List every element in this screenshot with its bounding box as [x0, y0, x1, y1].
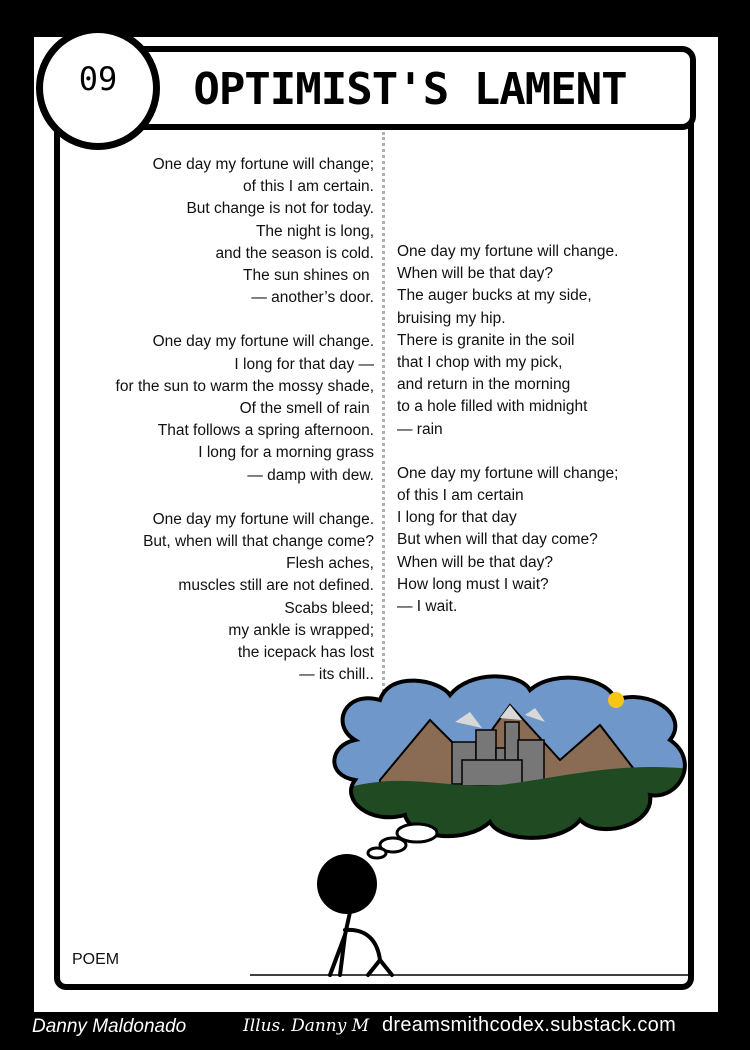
poem-line: — I wait.: [397, 598, 458, 616]
thought-bubbles: [368, 824, 437, 858]
poem-line: But change is not for today.: [186, 200, 374, 218]
poem-line: my ankle is wrapped;: [228, 621, 374, 639]
poem-line: The auger bucks at my side,: [397, 287, 592, 305]
poem-line: — its chill..: [299, 666, 374, 684]
poem-line: The sun shines on: [243, 267, 374, 285]
poem-line: But when will that day come?: [397, 531, 598, 549]
page-title: OPTIMIST'S LAMENT: [193, 64, 627, 115]
poem-line: Of the smell of rain: [239, 400, 374, 418]
poem-line: of this I am certain.: [243, 178, 374, 196]
sun-icon: [608, 692, 624, 708]
poem-line: When will be that day?: [397, 553, 553, 571]
poem-line: There is granite in the soil: [397, 331, 575, 349]
poem-line: and return in the morning: [397, 376, 571, 394]
poem-line: for the sun to warm the mossy shade,: [115, 377, 374, 395]
poem-line: — damp with dew.: [247, 466, 374, 484]
poem-line: One day my fortune will change;: [152, 156, 374, 173]
illustrator-signature: Illus. Danny M: [243, 1016, 370, 1036]
poem-line: the icepack has lost: [237, 644, 374, 662]
poem-line: Scabs bleed;: [284, 599, 374, 617]
poem-line: to a hole filled with midnight: [397, 398, 588, 416]
poem-line: That follows a spring afternoon.: [157, 422, 374, 440]
author-name: Danny Maldonado: [32, 1016, 187, 1037]
website-link[interactable]: dreamsmithcodex.substack.com: [382, 1014, 677, 1036]
poem-line: One day my fortune will change.: [152, 333, 374, 351]
poem-line: When will be that day?: [397, 265, 553, 283]
poem-line: bruising my hip.: [397, 309, 506, 327]
poem-line: How long must I wait?: [397, 575, 549, 593]
poem-line: and the season is cold.: [215, 244, 374, 262]
poem-line: But, when will that change come?: [143, 533, 374, 551]
poem-line: I long for a morning grass: [198, 444, 374, 462]
poem-line: One day my fortune will change.: [152, 510, 374, 528]
poem-line: I long for that day: [397, 509, 517, 527]
poem-line: Flesh aches,: [286, 555, 374, 573]
poem-line: One day my fortune will change.: [397, 243, 619, 260]
poem-line: The night is long,: [255, 222, 374, 240]
category-label: POEM: [72, 951, 120, 968]
thought-cloud: [334, 676, 700, 850]
poem-line: — another’s door.: [251, 289, 374, 307]
poem-line: One day my fortune will change;: [397, 464, 619, 482]
poem-line: I long for that day —: [234, 355, 374, 373]
poem-number: 09: [78, 60, 118, 98]
poem-line: that I chop with my pick,: [397, 354, 563, 372]
poem-line: of this I am certain: [397, 487, 524, 505]
stick-figure: [317, 854, 392, 975]
poem-line: — rain: [397, 420, 443, 438]
poem-line: muscles still are not defined.: [178, 577, 374, 595]
